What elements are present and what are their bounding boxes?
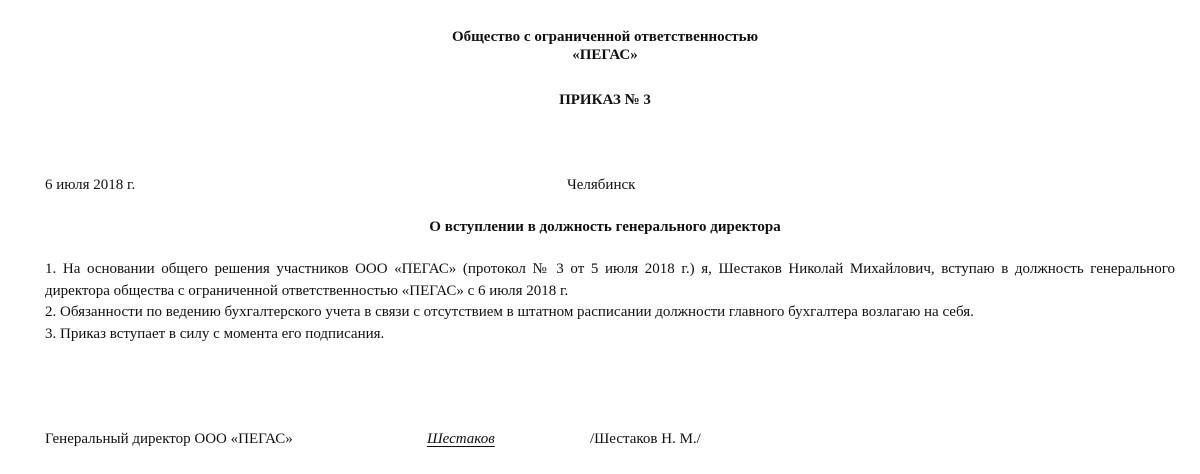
organization-name-line2: «ПЕГАС» [572, 47, 638, 63]
order-title: ПРИКАЗ № 3 [559, 92, 651, 108]
signatory-name: /Шестаков Н. М./ [590, 431, 701, 447]
order-date: 6 июля 2018 г. [45, 177, 136, 193]
order-subject: О вступлении в должность генерального директора [429, 219, 781, 235]
order-body [45, 259, 1175, 345]
order-paragraph-3: 3. Приказ вступает в силу с момента его подписания. [45, 325, 385, 342]
signatory-role: Генеральный директор ООО «ПЕГАС» [45, 431, 293, 447]
organization-name-line1: Общество с ограниченной ответственностью [451, 29, 759, 45]
handwritten-signature: Шестаков [427, 431, 495, 447]
order-paragraph-2: 2. Обязанности по ведению бухгалтерского учета в связи с отсутствием в штатном расписании должности главного бухгалтера возлагаю на себя. [45, 304, 974, 320]
order-paragraph-1: 1. На основании общего решения участников ООО «ПЕГАС» (протокол № 3 от 5 июля 2018 г.) я, Шестаков Николай Михайлович, вступаю в должность генерального директора общества с ограниченной ответственностью «ПЕГАС» с 6 июля 2018 г. [45, 261, 1175, 299]
order-city: Челябинск [567, 177, 636, 193]
